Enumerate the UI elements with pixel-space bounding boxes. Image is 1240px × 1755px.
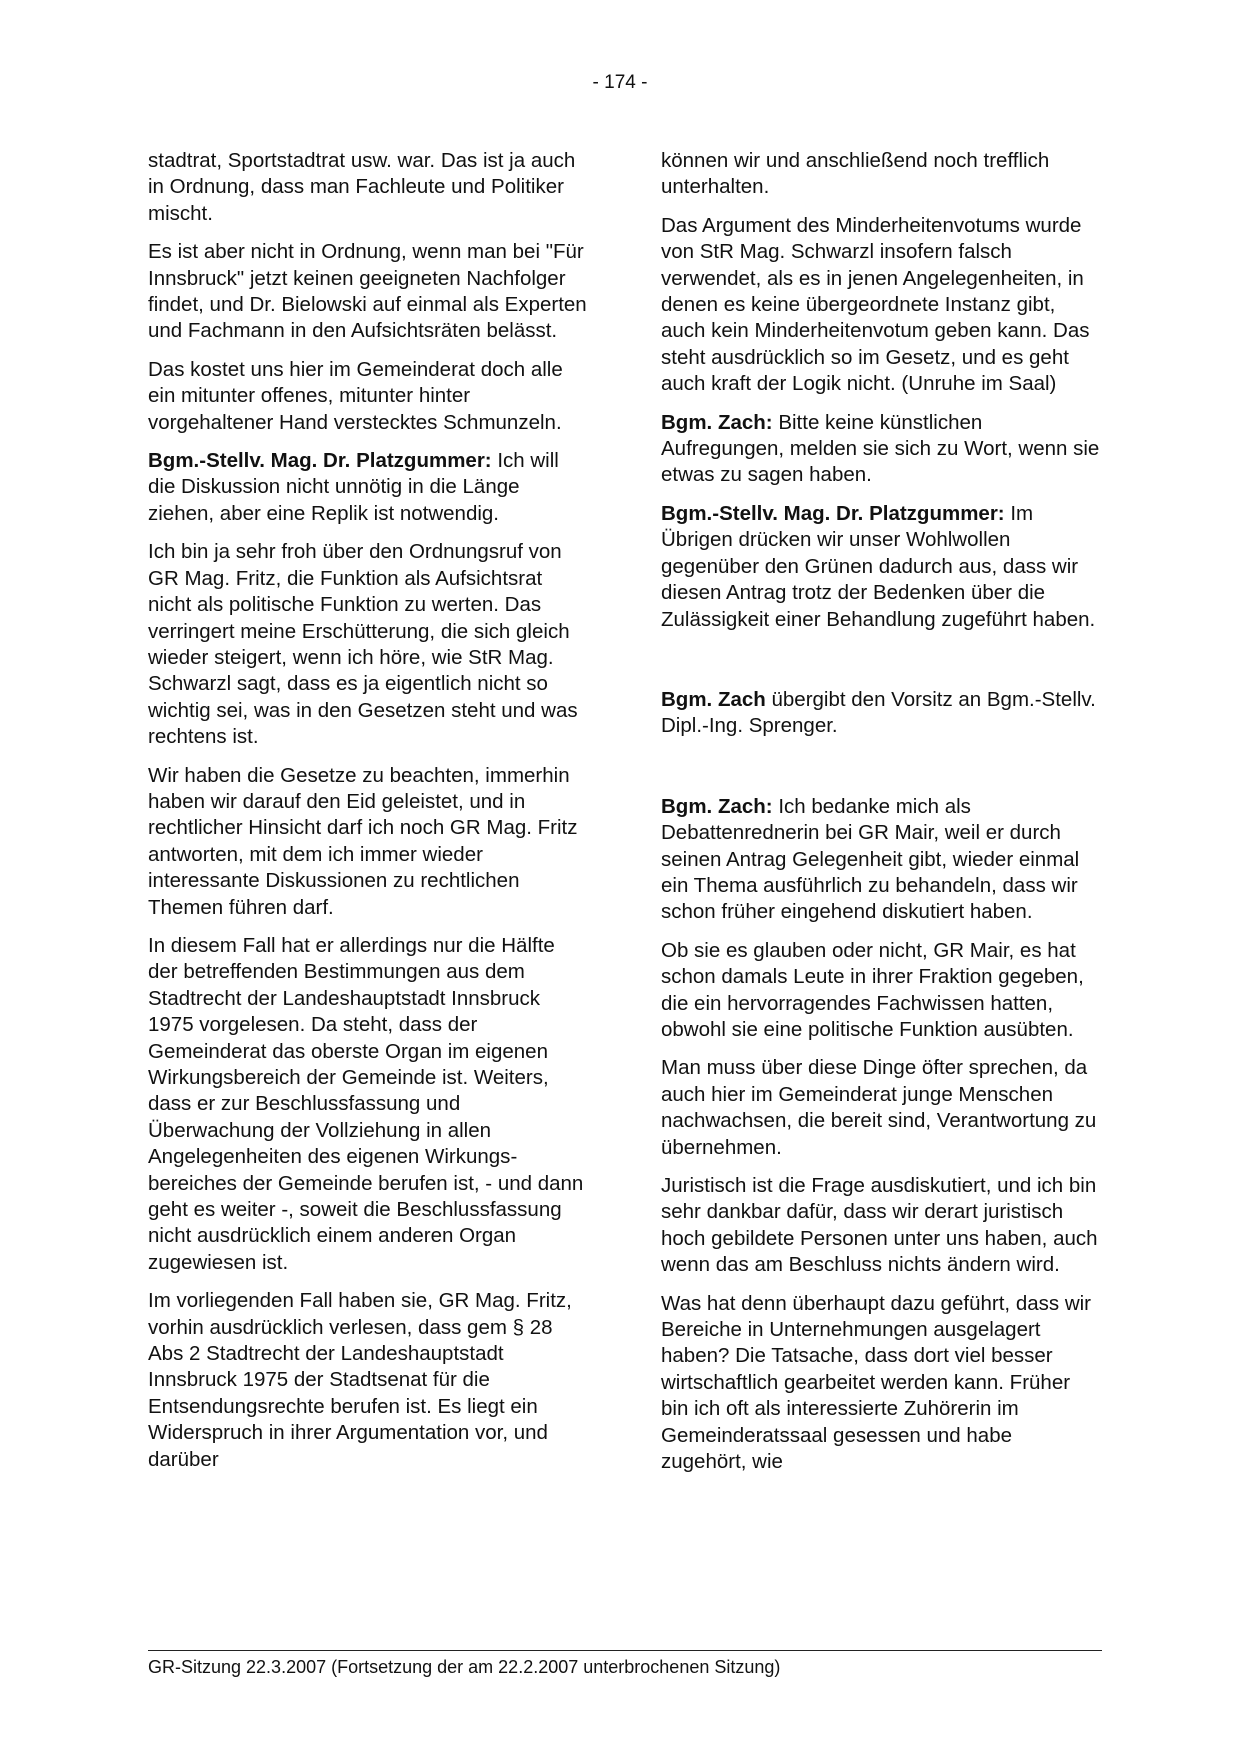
paragraph-text: Ich bedanke mich als Debattenrednerin bei GR Mair, weil er durch seinen Antrag Gelegenheit gibt, wieder einmal ein Thema ausführlich zu behandeln, dass wir schon früher eingehend diskutiert haben. <box>661 794 1080 924</box>
paragraph <box>661 410 1101 489</box>
paragraph <box>148 763 588 921</box>
paragraph <box>148 933 588 1276</box>
paragraph-text: übergibt den Vorsitz an Bgm.-Stellv. Dipl.-Ing. Sprenger. <box>661 687 1096 738</box>
paragraph-text: Bitte keine künstlichen Aufregungen, melden sie sich zu Wort, wenn sie etwas zu sagen haben. <box>661 410 1100 487</box>
footer-divider <box>148 1650 1102 1651</box>
paragraph <box>148 448 588 527</box>
paragraph-text: Ich will die Diskussion nicht unnötig in die Länge ziehen, aber eine Replik ist notwendig. <box>148 449 559 525</box>
paragraph-text: können wir und anschließend noch trefflich unterhalten. <box>661 149 1050 199</box>
speaker-name: Bgm. Zach: <box>661 794 773 818</box>
right-column <box>661 148 1101 1487</box>
paragraph-text: Juristisch ist die Frage ausdiskutiert, und ich bin sehr dankbar dafür, dass wir derart juristisch hoch gebildete Personen unter uns haben, auch wenn das am Beschluss nichts ändern wird. <box>661 1174 1098 1277</box>
paragraph-text: Ob sie es glauben oder nicht, GR Mair, es hat schon damals Leute in ihrer Fraktion gegeben, die ein hervorragendes Fachwissen hatten, obwohl sie eine politische Funktion ausübten. <box>661 938 1084 1041</box>
page-number: - 174 - <box>592 72 648 93</box>
paragraph <box>661 148 1101 201</box>
paragraph <box>661 794 1101 926</box>
speaker-name: Bgm. Zach <box>661 687 766 711</box>
paragraph <box>148 539 588 750</box>
paragraph <box>661 1173 1101 1279</box>
paragraph-text: Im Übrigen drücken wir unser Wohlwollen gegenüber den Grünen dadurch aus, dass wir diesen Antrag trotz der Bedenken über die Zulässigkeit einer Behandlung zugeführt haben. <box>661 501 1096 631</box>
paragraph-text: Ich bin ja sehr froh über den Ordnungsruf von GR Mag. Fritz, die Funktion als Aufsichtsrat nicht als politische Funktion zu werten. Das verringert meine Erschütterung, die sich gleich wieder steigert, wenn ich höre, wie StR Mag. Schwarzl sagt, dass es ja eigentlich nicht so wichtig sei, was in den Gesetzen steht und was rechtens ist. <box>148 540 578 749</box>
paragraph-text: Es ist aber nicht in Ordnung, wenn man bei "Für Innsbruck" jetzt keinen geeigneten Nachfolger findet, und Dr. Bielowski auf einmal als Experten und Fachmann in den Aufsichtsräten belässt. <box>148 240 587 343</box>
left-column <box>148 148 588 1485</box>
paragraph-text: Man muss über diese Dinge öfter sprechen, da auch hier im Gemeinderat junge Menschen nachwachsen, die bereit sind, Verantwortung zu übernehmen. <box>661 1056 1097 1159</box>
paragraph <box>661 501 1101 633</box>
paragraph-text: Im vorliegenden Fall haben sie, GR Mag. Fritz, vorhin ausdrücklich verlesen, dass gem § 28 Abs 2 Stadtrecht der Landeshauptstadt Innsbruck 1975 der Stadtsenat für die Entsendungsrechte berufen ist. Es liegt ein Widerspruch in ihrer Argumentation vor, und darüber <box>148 1289 572 1471</box>
paragraph <box>661 1291 1101 1476</box>
paragraph-text: Das kostet uns hier im Gemeinderat doch alle ein mitunter offenes, mitunter hinter vorgehaltener Hand verstecktes Schmunzeln. <box>148 357 563 434</box>
paragraph-text: Was hat denn überhaupt dazu geführt, dass wir Bereiche in Unternehmungen ausgelagert haben? Die Tatsache, dass dort viel besser wirtschaftlich gearbeitet werden kann. Früher bin ich oft als interessierte Zuhörerin im Gemeinderatssaal gesessen und habe zugehört, wie <box>661 1291 1091 1474</box>
paragraph <box>148 1288 588 1473</box>
paragraph <box>148 357 588 436</box>
speaker-name: Bgm.-Stellv. Mag. Dr. Platzgummer: <box>148 449 492 473</box>
paragraph <box>661 213 1101 398</box>
paragraph <box>148 239 588 345</box>
paragraph <box>148 148 588 227</box>
paragraph <box>661 938 1101 1044</box>
page-footer: GR-Sitzung 22.3.2007 (Fortsetzung der am 22.2.2007 unterbrochenen Sitzung) <box>148 1657 781 1677</box>
paragraph-text: In diesem Fall hat er allerdings nur die Hälfte der betreffenden Bestimmungen aus dem Stadtrecht der Landeshauptstadt Innsbruck 1975 vorgelesen. Da steht, dass der Gemeinderat das oberste Organ im eigenen Wirkungsbereich der Gemeinde ist. Weiters, dass er zur Beschlussfassung und Überwachung der Vollziehung in allen Angelegenheiten des eigenen Wirkungsbereiches der Gemeinde berufen ist, - und dann geht es weiter -, soweit die Beschlussfassung nicht ausdrücklich einem anderen Organ zugewiesen ist. <box>148 933 584 1274</box>
speaker-name: Bgm. Zach: <box>661 410 773 434</box>
paragraph-text: Das Argument des Minderheitenvotums wurde von StR Mag. Schwarzl insofern falsch verwendet, als es in jenen Angelegenheiten, in denen es keine übergeordnete Instanz gibt, auch kein Minderheitenvotum geben kann. Das steht ausdrücklich so im Gesetz, und es geht auch kraft der Logik nicht. (Unruhe im Saal) <box>661 213 1090 396</box>
paragraph <box>661 1055 1101 1161</box>
speaker-name: Bgm.-Stellv. Mag. Dr. Platzgummer: <box>661 501 1005 525</box>
paragraph-text: stadtrat, Sportstadtrat usw. war. Das ist ja auch in Ordnung, dass man Fachleute und Politiker mischt. <box>148 149 576 225</box>
paragraph-text: Wir haben die Gesetze zu beachten, immerhin haben wir darauf den Eid geleistet, und in rechtlicher Hinsicht darf ich noch GR Mag. Fritz antworten, mit dem ich immer wieder interessante Diskussionen zu rechtlichen Themen führen darf. <box>148 763 578 919</box>
chair-handover-note <box>661 687 1101 740</box>
